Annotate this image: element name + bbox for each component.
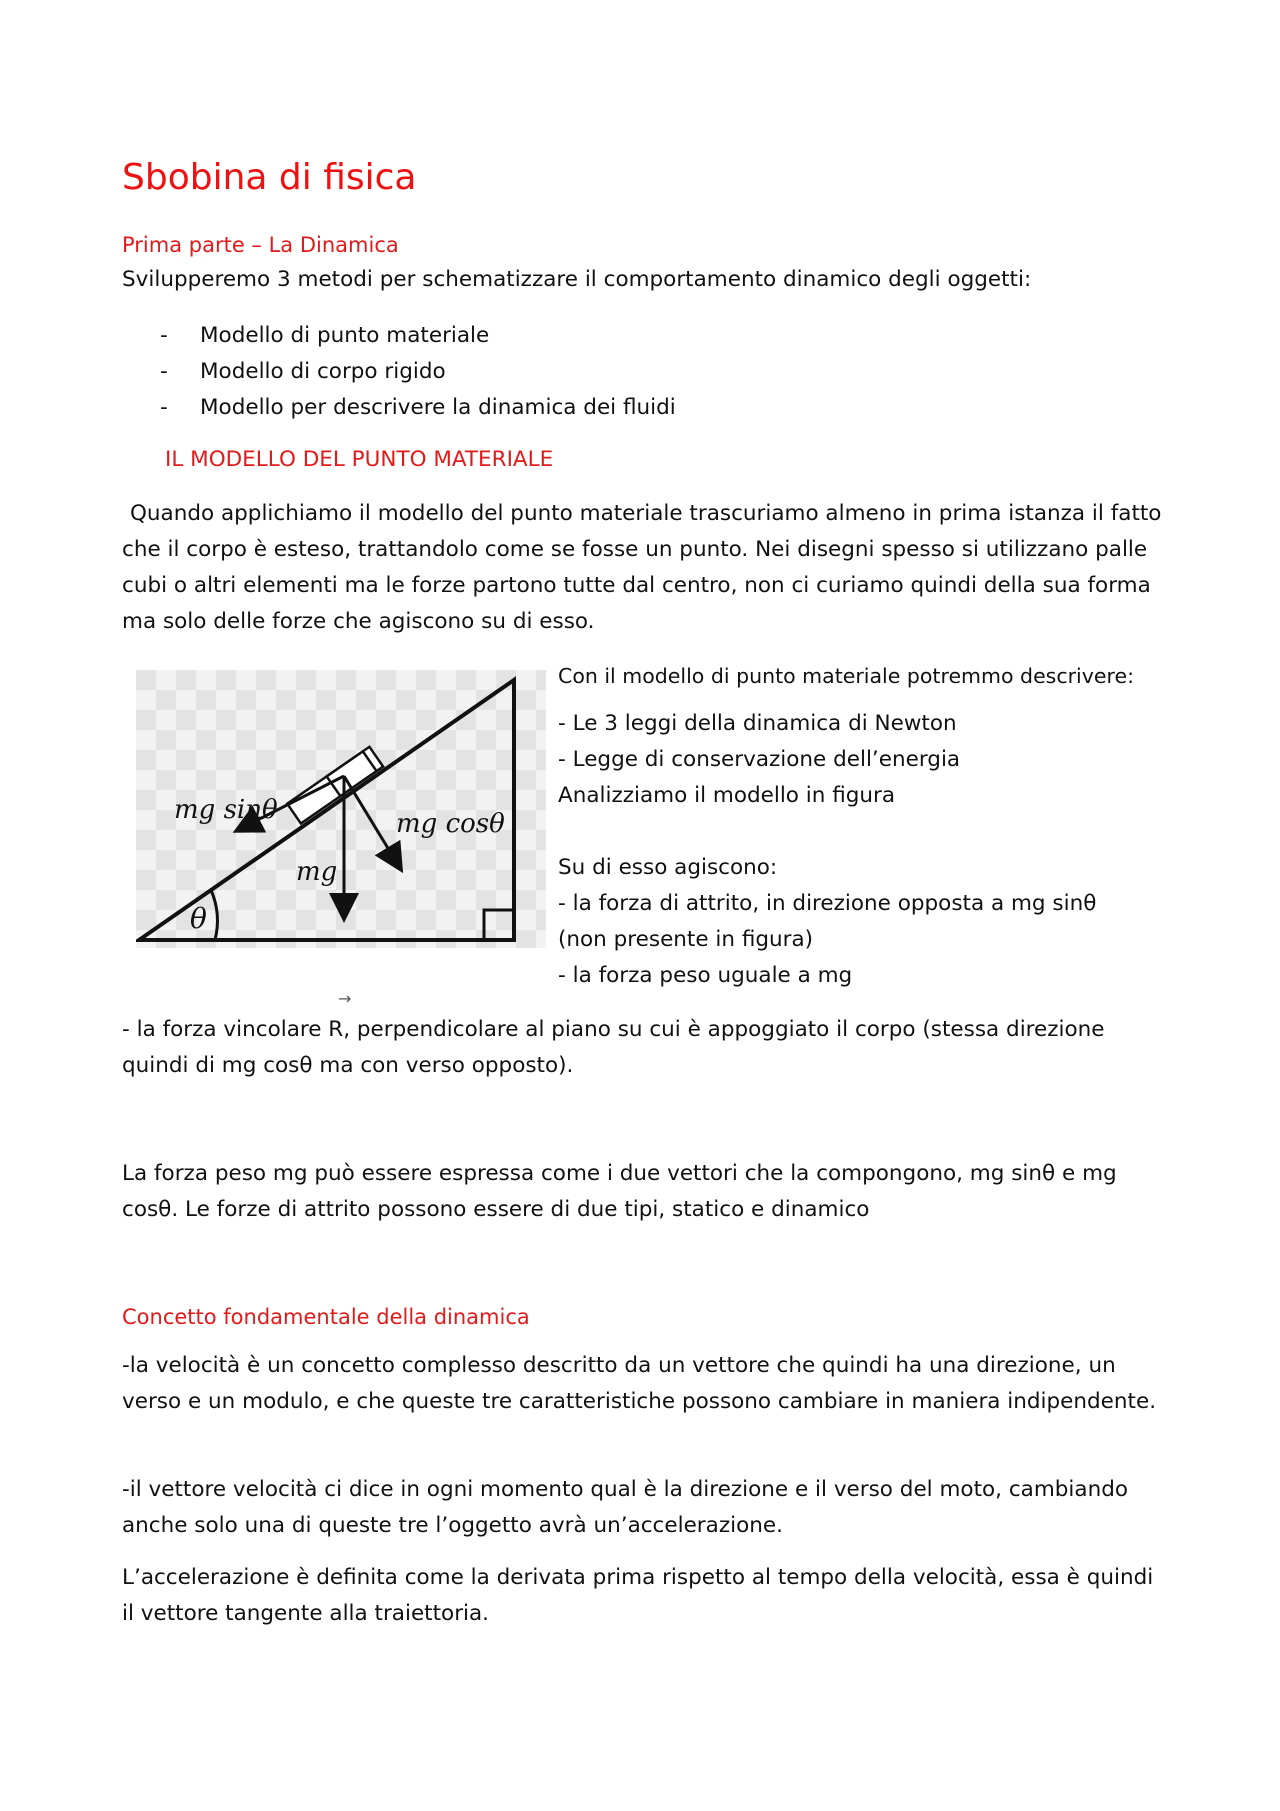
right-line: Con il modello di punto materiale potremmo descrivere: — [558, 664, 1134, 688]
section-heading-concetto: Concetto fondamentale della dinamica — [122, 1305, 530, 1329]
list-item: - Modello per descrivere la dinamica dei fluidi — [160, 395, 676, 420]
intro-text: Svilupperemo 3 metodi per schematizzare il comportamento dinamico degli oggetti: — [122, 267, 1032, 292]
inclined-plane-diagram — [136, 670, 546, 948]
list-item: - Modello di corpo rigido — [160, 359, 446, 384]
punto-materiale-paragraph: Quando applichiamo il modello del punto materiale trascuriamo almeno in prima istanza il fatto che il corpo è esteso, trattandolo come se fosse un punto. Nei disegni spesso si utilizzano palle cubi o altri elementi ma le forze partono tutte dal centro, non ci curiamo quindi della sua forma ma solo delle forze che agiscono su di esso. — [122, 501, 1162, 634]
label-mg: mg — [296, 857, 338, 887]
forza-vincolare-paragraph: - la forza vincolare R, perpendicolare al piano su cui è appoggiato il corpo (stessa direzione quindi di mg cosθ ma con verso opposto). — [122, 1017, 1105, 1078]
section-heading-dinamica: Prima parte – La Dinamica — [122, 233, 399, 257]
right-line: (non presente in figura) — [558, 927, 814, 952]
label-mg-cos: mg cosθ — [396, 809, 505, 839]
right-line: Su di esso agiscono: — [558, 855, 778, 880]
section-heading-punto-materiale: IL MODELLO DEL PUNTO MATERIALE — [165, 447, 554, 472]
forza-peso-paragraph: La forza peso mg può essere espressa come i due vettori che la compongono, mg sinθ e mg cosθ. Le forze di attrito possono essere di due tipi, statico e dinamico — [122, 1161, 1117, 1222]
inclined-plane-figure — [136, 670, 546, 948]
right-line-blank — [558, 814, 1178, 850]
label-theta: θ — [190, 902, 207, 935]
accelerazione-paragraph: L’accelerazione è definita come la derivata prima rispetto al tempo della velocità, essa è quindi il vettore tangente alla traiettoria. — [122, 1565, 1154, 1626]
vector-arrow-mark: → — [338, 989, 352, 1008]
methods-list — [160, 318, 676, 426]
vettore-velocita-paragraph: -il vettore velocità ci dice in ogni momento qual è la direzione e il verso del moto, cambiando anche solo una di queste tre l’oggetto avrà un’accelerazione. — [122, 1477, 1128, 1538]
list-item: - Modello di punto materiale — [160, 323, 490, 348]
right-line: - la forza di attrito, in direzione opposta a mg sinθ — [558, 891, 1097, 916]
right-line: Analizziamo il modello in figura — [558, 783, 896, 808]
label-mg-sin: mg sinθ — [174, 795, 278, 825]
right-line: - Le 3 leggi della dinamica di Newton — [558, 711, 957, 736]
right-line: - Legge di conservazione dell’energia — [558, 747, 961, 772]
document-title: Sbobina di fisica — [122, 157, 417, 198]
velocita-paragraph: -la velocità è un concetto complesso descritto da un vettore che quindi ha una direzione, un verso e un modulo, e che queste tre caratteristiche possono cambiare in maniera indipendente. — [122, 1353, 1157, 1414]
right-column-text — [558, 658, 1178, 994]
right-line: - la forza peso uguale a mg — [558, 963, 853, 988]
